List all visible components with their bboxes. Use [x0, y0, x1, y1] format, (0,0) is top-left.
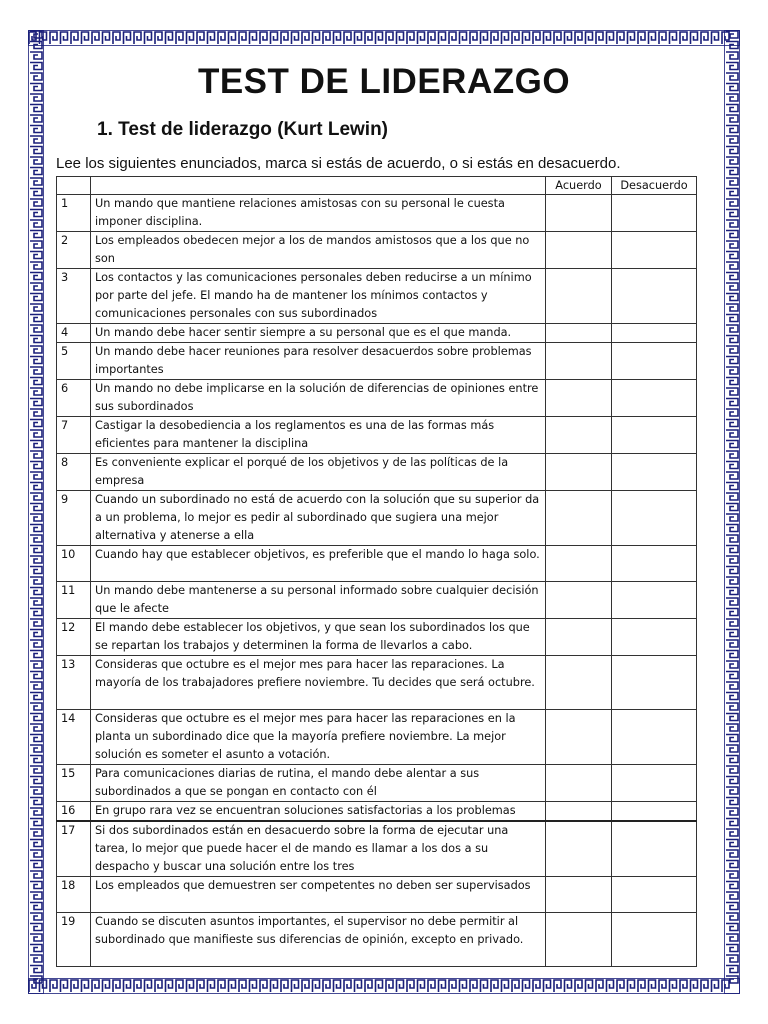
disagree-cell[interactable] [612, 710, 697, 765]
decorative-border-right [724, 30, 740, 994]
statement-text: Un mando debe mantenerse a su personal informado sobre cualquier decisión que le afecte [91, 582, 546, 619]
decorative-border-bottom [28, 978, 740, 994]
agree-cell[interactable] [546, 619, 612, 656]
table-row [57, 582, 697, 619]
agree-cell[interactable] [546, 343, 612, 380]
statement-text: Un mando no debe implicarse en la solución de diferencias de opiniones entre sus subordinados [91, 380, 546, 417]
row-number: 7 [57, 417, 91, 454]
table-row [57, 619, 697, 656]
agree-cell[interactable] [546, 269, 612, 324]
table-row [57, 656, 697, 710]
disagree-cell[interactable] [612, 324, 697, 343]
row-number: 1 [57, 195, 91, 232]
row-number: 5 [57, 343, 91, 380]
document-title: TEST DE LIDERAZGO [197, 62, 571, 101]
decorative-border-top [28, 30, 740, 46]
row-number: 15 [57, 765, 91, 802]
disagree-cell[interactable] [612, 232, 697, 269]
statement-text: Un mando debe hacer sentir siempre a su personal que es el que manda. [91, 324, 546, 343]
agree-cell[interactable] [546, 232, 612, 269]
disagree-cell[interactable] [612, 821, 697, 877]
agree-cell[interactable] [546, 802, 612, 822]
statement-text: Cuando se discuten asuntos importantes, el supervisor no debe permitir al subordinado que manifieste sus diferencias de opinión, excepto en privado. [91, 913, 546, 967]
table-row [57, 802, 697, 822]
statement-text: Un mando debe hacer reuniones para resolver desacuerdos sobre problemas importantes [91, 343, 546, 380]
table-row [57, 546, 697, 582]
disagree-cell[interactable] [612, 765, 697, 802]
statement-text: Cuando hay que establecer objetivos, es preferible que el mando lo haga solo. [91, 546, 546, 582]
row-number: 18 [57, 877, 91, 913]
instructions-text: Lee los siguientes enunciados, marca si estás de acuerdo, o si estás en desacuerdo. [56, 155, 621, 172]
row-number: 4 [57, 324, 91, 343]
agree-cell[interactable] [546, 710, 612, 765]
agree-cell[interactable] [546, 582, 612, 619]
row-number: 12 [57, 619, 91, 656]
disagree-cell[interactable] [612, 380, 697, 417]
number-column-header [57, 177, 91, 195]
row-number: 10 [57, 546, 91, 582]
agree-column-header: Acuerdo [546, 177, 612, 195]
disagree-cell[interactable] [612, 913, 697, 967]
table-row [57, 343, 697, 380]
row-number: 6 [57, 380, 91, 417]
disagree-cell[interactable] [612, 454, 697, 491]
statement-text: Si dos subordinados están en desacuerdo sobre la forma de ejecutar una tarea, lo mejor que puede hacer el de mando es llamar a los dos a su despacho y buscar una solución entre los tres [91, 821, 546, 877]
disagree-cell[interactable] [612, 582, 697, 619]
agree-cell[interactable] [546, 656, 612, 710]
statement-text: Cuando un subordinado no está de acuerdo con la solución que su superior da a un problema, lo mejor es pedir al subordinado que sugiera una mejor alternativa y atenerse a ella [91, 491, 546, 546]
agree-cell[interactable] [546, 491, 612, 546]
disagree-cell[interactable] [612, 877, 697, 913]
table-row [57, 195, 697, 232]
agree-cell[interactable] [546, 913, 612, 967]
disagree-cell[interactable] [612, 195, 697, 232]
test-subtitle: 1. Test de liderazgo (Kurt Lewin) [97, 119, 389, 140]
statement-text: Los empleados que demuestren ser competentes no deben ser supervisados [91, 877, 546, 913]
table-row [57, 877, 697, 913]
statement-text: Los contactos y las comunicaciones personales deben reducirse a un mínimo por parte del jefe. El mando ha de mantener los mínimos contactos y comunicaciones personales con sus subordinados [91, 269, 546, 324]
disagree-cell[interactable] [612, 343, 697, 380]
row-number: 11 [57, 582, 91, 619]
statement-column-header [91, 177, 546, 195]
table-row [57, 821, 697, 877]
statement-text: En grupo rara vez se encuentran soluciones satisfactorias a los problemas [91, 802, 546, 822]
table-row [57, 324, 697, 343]
leadership-test-table [56, 176, 697, 967]
statement-text: Los empleados obedecen mejor a los de mandos amistosos que a los que no son [91, 232, 546, 269]
statement-text: Consideras que octubre es el mejor mes para hacer las reparaciones. La mayoría de los trabajadores prefiere noviembre. Tu decides que será octubre. [91, 656, 546, 710]
row-number: 2 [57, 232, 91, 269]
agree-cell[interactable] [546, 195, 612, 232]
row-number: 3 [57, 269, 91, 324]
table-row [57, 269, 697, 324]
disagree-column-header: Desacuerdo [612, 177, 697, 195]
statement-text: Consideras que octubre es el mejor mes para hacer las reparaciones en la planta un subordinado dice que la mayoría prefiere noviembre. La mejor solución es someter el asunto a votación. [91, 710, 546, 765]
agree-cell[interactable] [546, 454, 612, 491]
row-number: 9 [57, 491, 91, 546]
disagree-cell[interactable] [612, 491, 697, 546]
table-row [57, 454, 697, 491]
disagree-cell[interactable] [612, 269, 697, 324]
agree-cell[interactable] [546, 546, 612, 582]
statement-text: Es conveniente explicar el porqué de los objetivos y de las políticas de la empresa [91, 454, 546, 491]
table-row [57, 765, 697, 802]
table-row [57, 710, 697, 765]
statement-text: Castigar la desobediencia a los reglamentos es una de las formas más eficientes para mantener la disciplina [91, 417, 546, 454]
agree-cell[interactable] [546, 380, 612, 417]
agree-cell[interactable] [546, 877, 612, 913]
statement-text: Un mando que mantiene relaciones amistosas con su personal le cuesta imponer disciplina. [91, 195, 546, 232]
table-row [57, 913, 697, 967]
disagree-cell[interactable] [612, 417, 697, 454]
table-row [57, 491, 697, 546]
agree-cell[interactable] [546, 765, 612, 802]
agree-cell[interactable] [546, 821, 612, 877]
disagree-cell[interactable] [612, 802, 697, 822]
agree-cell[interactable] [546, 324, 612, 343]
disagree-cell[interactable] [612, 619, 697, 656]
row-number: 13 [57, 656, 91, 710]
decorative-border-left [28, 30, 44, 994]
agree-cell[interactable] [546, 417, 612, 454]
row-number: 8 [57, 454, 91, 491]
row-number: 17 [57, 821, 91, 877]
row-number: 19 [57, 913, 91, 967]
row-number: 14 [57, 710, 91, 765]
table-row [57, 417, 697, 454]
statement-text: El mando debe establecer los objetivos, y que sean los subordinados los que se repartan los trabajos y determinen la forma de llevarlos a cabo. [91, 619, 546, 656]
disagree-cell[interactable] [612, 656, 697, 710]
statement-text: Para comunicaciones diarias de rutina, el mando debe alentar a sus subordinados a que se pongan en contacto con él [91, 765, 546, 802]
table-header-row [57, 177, 697, 195]
table-row [57, 232, 697, 269]
disagree-cell[interactable] [612, 546, 697, 582]
table-row [57, 380, 697, 417]
row-number: 16 [57, 802, 91, 822]
